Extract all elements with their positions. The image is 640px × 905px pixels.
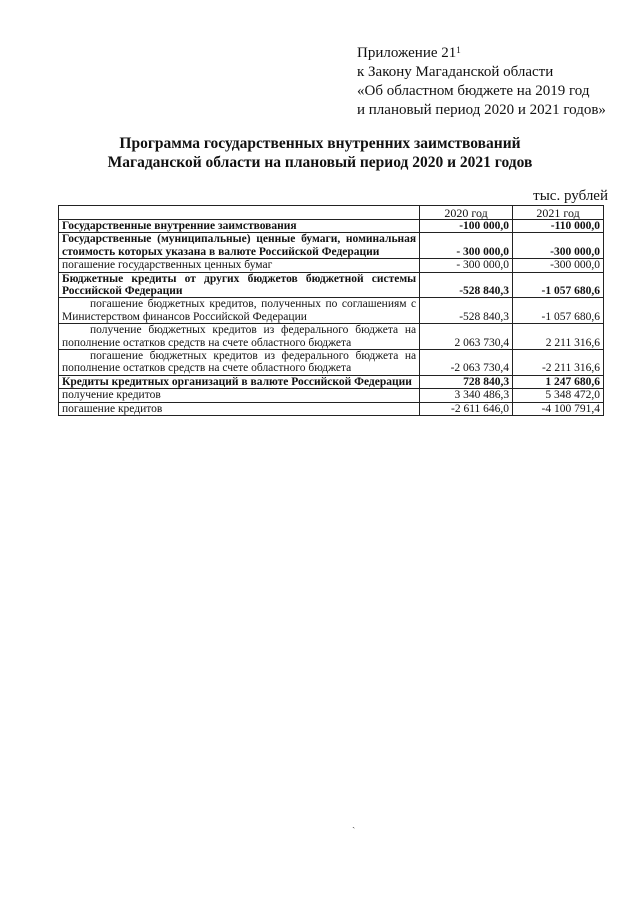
document-title	[0, 134, 640, 172]
table-row	[59, 298, 604, 324]
table-row	[59, 259, 604, 272]
row-label: погашение государственных ценных бумаг	[59, 259, 420, 272]
value-2021: -110 000,0	[513, 220, 604, 233]
title-line-1: Программа государственных внутренних заимствований	[119, 135, 521, 152]
value-2020: - 300 000,0	[420, 233, 513, 259]
value-2020: -2 063 730,4	[420, 350, 513, 376]
table-row	[59, 389, 604, 402]
table-row	[59, 350, 604, 376]
table-row	[59, 233, 604, 259]
header-2020: 2020 год	[420, 206, 513, 220]
title-line-2: Магаданской области на плановый период 2020 и 2021 годов	[107, 154, 533, 171]
table-row	[59, 375, 604, 388]
value-2020: - 300 000,0	[420, 259, 513, 272]
row-label: Кредиты кредитных организаций в валюте Российской Федерации	[59, 375, 420, 388]
value-2020: -528 840,3	[420, 298, 513, 324]
scan-mark: ˏ	[352, 818, 356, 829]
table-header-row	[59, 206, 604, 220]
table-row	[59, 324, 604, 350]
unit-label: тыс. рублей	[533, 188, 608, 204]
row-label: погашение кредитов	[59, 402, 420, 415]
borrowing-table	[58, 205, 604, 416]
value-2020: -100 000,0	[420, 220, 513, 233]
header-2021: 2021 год	[513, 206, 604, 220]
value-2021: 1 247 680,6	[513, 375, 604, 388]
value-2020: 2 063 730,4	[420, 324, 513, 350]
row-label: Государственные (муниципальные) ценные бумаги, номинальная стоимость которых указана в валюте Российской Федерации	[59, 233, 420, 259]
value-2020: 3 340 486,3	[420, 389, 513, 402]
row-label: погашение бюджетных кредитов, полученных по соглашениям с Министерством финансов Российской Федерации	[59, 298, 420, 324]
appendix-heading	[357, 44, 606, 120]
value-2021: -300 000,0	[513, 259, 604, 272]
value-2021: -1 057 680,6	[513, 272, 604, 298]
value-2021: -2 211 316,6	[513, 350, 604, 376]
row-label: Государственные внутренние заимствования	[59, 220, 420, 233]
appendix-line-4: и плановый период 2020 и 2021 годов»	[357, 102, 606, 118]
appendix-line-1: Приложение 21	[357, 45, 457, 61]
table-row	[59, 402, 604, 415]
appendix-superscript: 1	[456, 45, 461, 55]
value-2021: -4 100 791,4	[513, 402, 604, 415]
value-2021: -300 000,0	[513, 233, 604, 259]
value-2021: -1 057 680,6	[513, 298, 604, 324]
table-row	[59, 220, 604, 233]
value-2020: 728 840,3	[420, 375, 513, 388]
row-label: погашение бюджетных кредитов из федерального бюджета на пополнение остатков средств на счете областного бюджета	[59, 350, 420, 376]
appendix-line-2: к Закону Магаданской области	[357, 64, 554, 80]
table-row	[59, 272, 604, 298]
header-description	[59, 206, 420, 220]
row-label: получение бюджетных кредитов из федерального бюджета на пополнение остатков средств на счете областного бюджета	[59, 324, 420, 350]
value-2020: -2 611 646,0	[420, 402, 513, 415]
row-label: Бюджетные кредиты от других бюджетов бюджетной системы Российской Федерации	[59, 272, 420, 298]
appendix-line-3: «Об областном бюджете на 2019 год	[357, 83, 590, 99]
row-label: получение кредитов	[59, 389, 420, 402]
value-2021: 5 348 472,0	[513, 389, 604, 402]
value-2020: -528 840,3	[420, 272, 513, 298]
value-2021: 2 211 316,6	[513, 324, 604, 350]
